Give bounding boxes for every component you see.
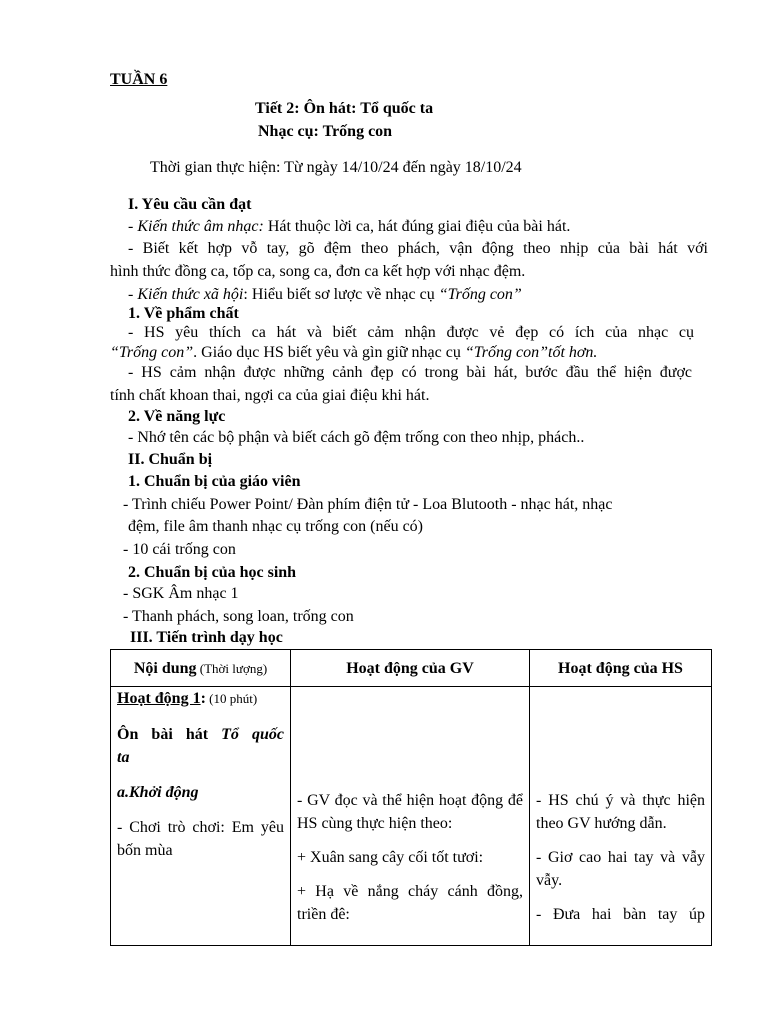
skill-line-1: - Biết kết hợp vỗ tay, gõ đệm theo phách, vận động theo nhịp của bài hát với bbox=[128, 240, 708, 257]
game-text: - Chơi trò chơi: Em yêu bốn mùa bbox=[117, 819, 284, 859]
teacher-step-1: - GV đọc và thể hiện hoạt động để HS cùng thực hiện theo: bbox=[297, 792, 523, 832]
song-title-end: ta bbox=[117, 749, 130, 766]
skill-line-2: hình thức đồng ca, tốp ca, song ca, đơn ca kết hợp với nhạc đệm. bbox=[110, 263, 526, 280]
header-teacher: Hoạt động của GV bbox=[291, 650, 530, 687]
teacher-prep-line-3: - 10 cái trống con bbox=[123, 541, 236, 558]
quality-line-1: - HS yêu thích ca hát và biết cảm nhận được vẻ đẹp có ích của nhạc cụ bbox=[128, 324, 694, 341]
social-knowledge-text: : Hiểu biết sơ lược về nhạc cụ bbox=[243, 286, 439, 303]
lesson-table bbox=[110, 649, 712, 946]
header-content bbox=[111, 650, 291, 687]
student-prep-title: 2. Chuẩn bị của học sinh bbox=[128, 564, 297, 581]
teacher-step-2: + Xuân sang cây cối tốt tươi: bbox=[297, 849, 484, 866]
activity-title: Hoạt động 1 bbox=[117, 690, 201, 707]
quality-quote-2: “Trống con”tốt hơn. bbox=[464, 344, 598, 361]
music-knowledge-line: - Kiến thức âm nhạc: Hát thuộc lời ca, hát đúng giai điệu của bài hát. bbox=[128, 218, 571, 235]
table-row bbox=[111, 687, 712, 946]
content-cell bbox=[111, 687, 291, 946]
teacher-prep-title: 1. Chuẩn bị của giáo viên bbox=[128, 473, 301, 490]
header-duration-label: (Thời lượng) bbox=[196, 660, 268, 676]
student-prep-line-1: - SGK Âm nhạc 1 bbox=[123, 585, 239, 602]
quality-title: 1. Về phẩm chất bbox=[128, 305, 239, 322]
activity-duration: (10 phút) bbox=[205, 691, 258, 706]
activity-colon: : bbox=[200, 690, 206, 707]
song-title-part: Tổ quốc bbox=[221, 726, 284, 743]
quality-line-2 bbox=[110, 343, 597, 363]
section1-title: I. Yêu cầu cần đạt bbox=[128, 196, 252, 213]
quality-line-4: tính chất khoan thai, ngợi ca của giai điệu khi hát. bbox=[110, 387, 430, 404]
lesson-title: Tiết 2: Ôn hát: Tổ quốc ta bbox=[255, 100, 434, 117]
header-student: Hoạt động của HS bbox=[530, 650, 712, 687]
student-step-3: - Đưa hai bàn tay úp bbox=[536, 906, 705, 923]
student-prep-line-2: - Thanh phách, song loan, trống con bbox=[123, 608, 354, 625]
student-activity-cell bbox=[530, 687, 712, 946]
quality-quote-1: “Trống con” bbox=[110, 344, 194, 361]
section2-title: II. Chuẩn bị bbox=[128, 451, 213, 468]
social-knowledge-label: Kiến thức xã hội bbox=[137, 286, 244, 303]
music-knowledge-text: Hát thuộc lời ca, hát đúng giai điệu của bài hát. bbox=[263, 218, 571, 235]
time-line: Thời gian thực hiện: Từ ngày 14/10/24 đến ngày 18/10/24 bbox=[150, 159, 522, 176]
student-step-1: - HS chú ý và thực hiện theo GV hướng dẫn. bbox=[536, 792, 705, 832]
student-step-2: - Giơ cao hai tay và vẫy vẫy. bbox=[536, 849, 705, 889]
section3-title: III. Tiến trình dạy học bbox=[130, 629, 283, 646]
quality-line-3: - HS cảm nhận được những cảnh đẹp có trong bài hát, bước đầu thể hiện được bbox=[128, 364, 692, 381]
teacher-prep-line-2: đệm, file âm thanh nhạc cụ trống con (nếu có) bbox=[128, 518, 423, 535]
header-content-label: Nội dung bbox=[133, 659, 197, 677]
competence-line: - Nhớ tên các bộ phận và biết cách gõ đệm trống con theo nhịp, phách.. bbox=[128, 429, 585, 446]
teacher-step-3: + Hạ về nắng cháy cánh đồng, triền đê: bbox=[297, 883, 523, 923]
teacher-prep-line-1: - Trình chiếu Power Point/ Đàn phím điện tử - Loa Blutooth - nhạc hát, nhạc bbox=[123, 496, 613, 513]
teacher-activity-cell bbox=[291, 687, 530, 946]
quality-text: . Giáo dục HS biết yêu và gìn giữ nhạc cụ bbox=[193, 344, 465, 361]
music-knowledge-label: Kiến thức âm nhạc: bbox=[137, 218, 264, 235]
warmup-title: a.Khởi động bbox=[117, 784, 199, 801]
review-label: Ôn bài hát bbox=[117, 726, 222, 743]
competence-title: 2. Về năng lực bbox=[128, 408, 226, 425]
social-knowledge-quote: “Trống con” bbox=[438, 286, 522, 303]
week-title: TUẦN 6 bbox=[110, 71, 168, 88]
instrument-title: Nhạc cụ: Trống con bbox=[258, 123, 393, 140]
social-knowledge-line: - Kiến thức xã hội: Hiểu biết sơ lược về nhạc cụ “Trống con” bbox=[128, 286, 522, 303]
table-header-row bbox=[111, 650, 712, 687]
